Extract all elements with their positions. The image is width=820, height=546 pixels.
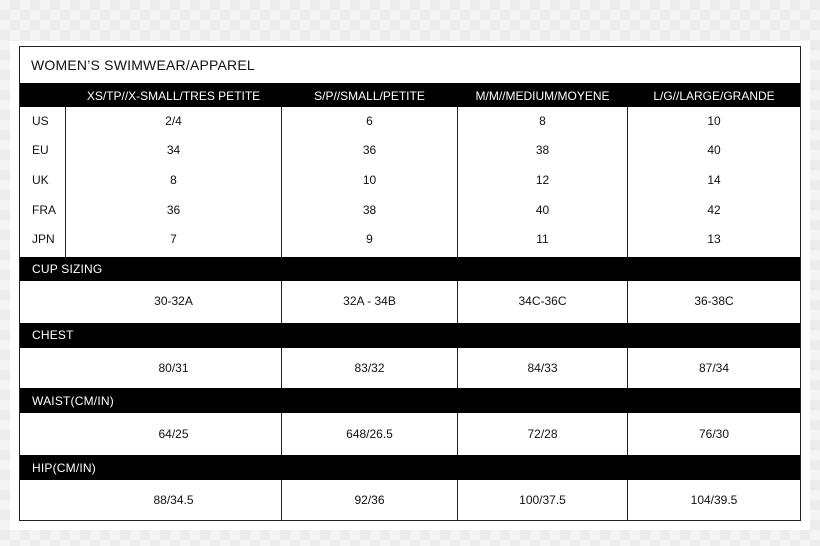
table-cell: 32A - 34B [343,294,396,308]
table-cell: 13 [707,232,721,246]
row-label: US [32,114,49,128]
row-label: JPN [32,232,55,246]
section-label: HIP(CM/IN) [32,461,96,475]
header-xs: XS/TP//X-SMALL/TRES PETITE [86,89,261,103]
table-cell: 10 [707,114,721,128]
table-cell: 34C-36C [518,294,567,308]
section-label: CUP SIZING [32,262,103,276]
size-chart-table [19,46,801,521]
table-cell: 11 [536,232,549,246]
section-label: WAIST(CM/IN) [32,394,114,408]
table-cell: 38 [362,203,377,217]
table-cell: 9 [366,232,373,246]
table-cell: 8 [170,173,177,187]
row-label: UK [32,173,49,187]
row-label: FRA [32,203,56,217]
table-cell: 64/25 [158,427,189,441]
table-cell: 36-38C [694,294,734,308]
table-cell: 2/4 [165,114,182,128]
table-cell: 92/36 [354,493,385,507]
header-m: M/M//MEDIUM/MOYENE [475,89,610,103]
table-cell: 40 [535,203,550,217]
table-cell: 34 [166,143,181,157]
section-bar-waist [20,388,800,413]
section-bar-hip [20,455,800,480]
table-cell: 14 [707,173,721,187]
header-s: S/P//SMALL/PETITE [314,89,425,103]
table-cell: 84/33 [527,361,558,375]
table-cell: 30-32A [154,294,193,308]
table-cell: 72/28 [527,427,558,441]
section-label: CHEST [32,328,74,342]
table-cell: 7 [170,232,177,246]
table-cell: 104/39.5 [690,493,738,507]
section-bar-chest [20,323,800,348]
table-cell: 87/34 [698,361,730,375]
size-header-bar [20,83,800,107]
table-cell: 36 [362,143,377,157]
header-l: L/G//LARGE/GRANDE [653,89,775,103]
table-cell: 12 [535,173,550,187]
table-cell: 88/34.5 [153,493,194,507]
table-cell: 8 [539,114,546,128]
table-cell: 36 [166,203,181,217]
table-cell: 42 [707,203,721,217]
page-title: WOMEN’S SWIMWEAR/APPAREL [31,57,255,73]
table-cell: 6 [366,114,373,128]
table-cell: 38 [535,143,550,157]
table-cell: 100/37.5 [519,493,566,507]
row-label: EU [32,143,49,157]
table-cell: 648/26.5 [346,427,393,441]
table-cell: 10 [362,173,377,187]
table-cell: 76/30 [698,427,730,441]
section-bar-cup-sizing [20,257,800,281]
table-cell: 40 [707,143,721,157]
table-cell: 83/32 [354,361,385,375]
table-cell: 80/31 [158,361,189,375]
